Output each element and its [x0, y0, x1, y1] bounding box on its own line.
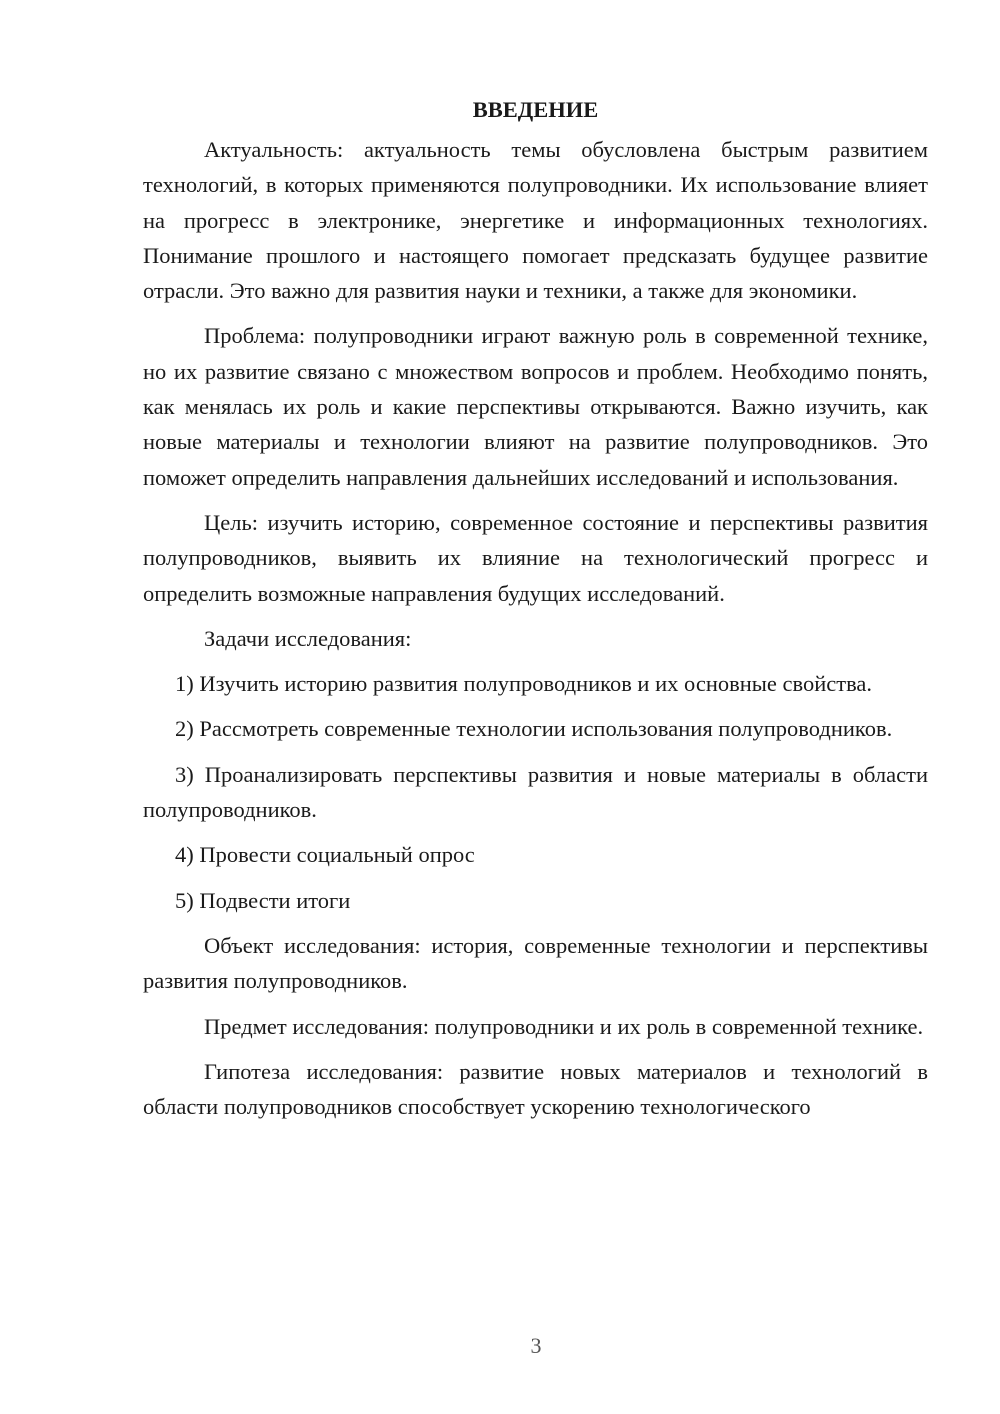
object-paragraph: Объект исследования: история, современные технологии и перспективы развития полупроводников.: [143, 932, 928, 994]
document-page: [143, 92, 928, 1124]
task-item: 4) Провести социальный опрос: [175, 842, 475, 868]
relevance-paragraph: Актуальность: актуальность темы обусловлена быстрым развитием технологий, в которых применяются полупроводники. Их использование влияет на прогресс в электронике, энергетике и информационных технологиях. Понимание прошлого и настоящего помогает предсказать будущее развитие отрасли. Это важно для развития науки и техники, а также для экономики.: [143, 137, 928, 304]
tasks-heading: Задачи исследования:: [204, 625, 412, 651]
section-title: ВВЕДЕНИЕ: [472, 97, 599, 122]
task-item: 2) Рассмотреть современные технологии использования полупроводников.: [175, 716, 893, 742]
goal-paragraph: Цель: изучить историю, современное состояние и перспективы развития полупроводников, выявить их влияние на технологический прогресс и определить возможные направления будущих исследований.: [143, 509, 928, 606]
problem-paragraph: Проблема: полупроводники играют важную роль в современной технике, но их развитие связано с множеством вопросов и проблем. Необходимо понять, как менялась их роль и какие перспективы открываются. Важно изучить, как новые материалы и технологии влияют на развитие полупроводников. Это поможет определить направления дальнейших исследований и использования.: [143, 323, 928, 490]
task-item: 1) Изучить историю развития полупроводников и их основные свойства.: [175, 671, 873, 697]
page-number: 3: [530, 1333, 542, 1358]
task-item: 3) Проанализировать перспективы развития и новые материалы в области полупроводников.: [143, 761, 928, 823]
hypothesis-paragraph: Гипотеза исследования: развитие новых материалов и технологий в области полупроводников способствует ускорению технологического: [143, 1058, 928, 1120]
subject-paragraph: Предмет исследования: полупроводники и их роль в современной технике.: [204, 1013, 924, 1039]
task-item: 5) Подвести итоги: [175, 887, 351, 913]
